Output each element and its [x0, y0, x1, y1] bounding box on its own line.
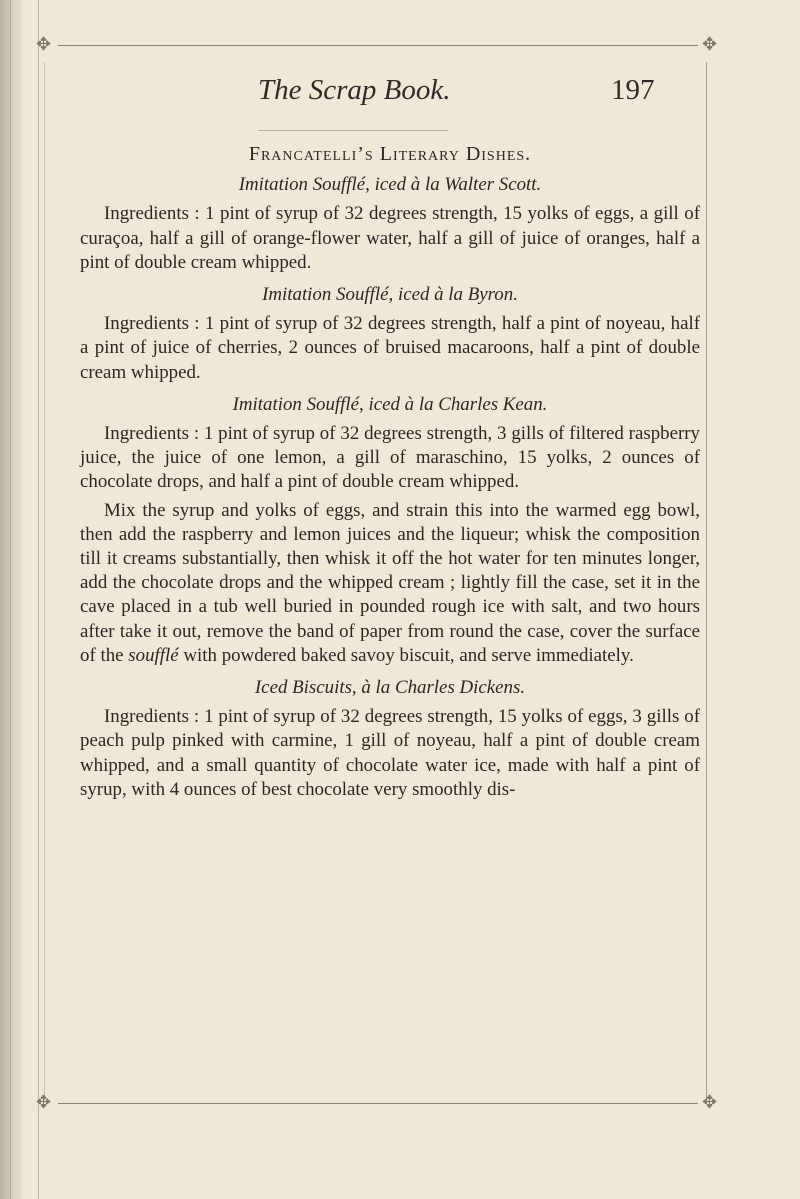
recipe-ingredients: Ingredients : 1 pint of syrup of 32 degrees strength, 15 yolks of eggs, 3 gills of peach pulp pinked with carmine, 1 gill of noyeau, half a pint of double cream whipped, and a small quantity of chocolate water ice, made with half a pint of syrup, with 4 ounces of best chocolate very smoothly dis- — [80, 706, 700, 800]
recipe-ingredients: Ingredients : 1 pint of syrup of 32 degrees strength, half a pint of noyeau, half a pint of juice of cherries, 2 ounces of bruised macaroons, half a pint of double cream whipped. — [80, 313, 700, 383]
section-title: Francatelli’s Literary Dishes. — [248, 143, 532, 165]
recipe-ingredients: Ingredients : 1 pint of syrup of 32 degrees strength, 3 gills of filtered raspberry juice, the juice of one lemon, a gill of maraschino, 15 yolks, 2 ounces of chocolate drops, and half a pint of double cream whipped. — [80, 423, 700, 493]
binding-line — [10, 0, 11, 1199]
recipe-title: Imitation Soufflé, iced à la Walter Scott. — [238, 174, 542, 196]
left-border-rule — [44, 62, 45, 1100]
recipe-title: Imitation Soufflé, iced à la Charles Kean. — [232, 393, 548, 415]
corner-ornament-icon: ✥ — [702, 34, 718, 55]
corner-ornament-icon: ✥ — [702, 1092, 718, 1113]
top-border-rule — [58, 45, 698, 46]
header-rule — [258, 130, 448, 131]
method-text: Mix the syrup and yolks of eggs, and strain this into the warmed egg bowl, then add the raspberry and lemon juices and the liqueur; whisk the composition till it creams substantially, then whisk it off the hot water for ten minutes longer, add the chocolate drops and the whipped cream ; lightly fill the case, set it in the cave placed in a tub well buried in pounded rough ice with salt, and two hours after take it out, remove the band of paper from round the case, cover the surface of the — [80, 499, 700, 666]
book-binding-shadow — [0, 0, 22, 1199]
recipe-ingredients: Ingredients : 1 pint of syrup of 32 degrees strength, 15 yolks of eggs, a gill of curaçoa, half a gill of orange-flower water, half a gill of juice of oranges, half a pint of double cream whipped. — [80, 203, 700, 273]
page-header — [0, 74, 800, 114]
method-text: with powdered baked savoy biscuit, and serve immediately. — [183, 644, 634, 666]
method-italic: soufflé — [128, 644, 179, 666]
right-border-rule — [706, 62, 707, 1100]
corner-ornament-icon: ✥ — [36, 1092, 52, 1113]
corner-ornament-icon: ✥ — [36, 34, 52, 55]
recipe-method — [80, 499, 700, 668]
recipe-title: Iced Biscuits, à la Charles Dickens. — [254, 677, 526, 699]
bottom-border-rule — [58, 1103, 698, 1104]
binding-line — [38, 0, 39, 1199]
running-title: The Scrap Book. — [258, 74, 451, 106]
recipe-title: Imitation Soufflé, iced à la Byron. — [262, 284, 518, 306]
page-body — [80, 142, 700, 810]
page-number: 197 — [611, 74, 655, 106]
